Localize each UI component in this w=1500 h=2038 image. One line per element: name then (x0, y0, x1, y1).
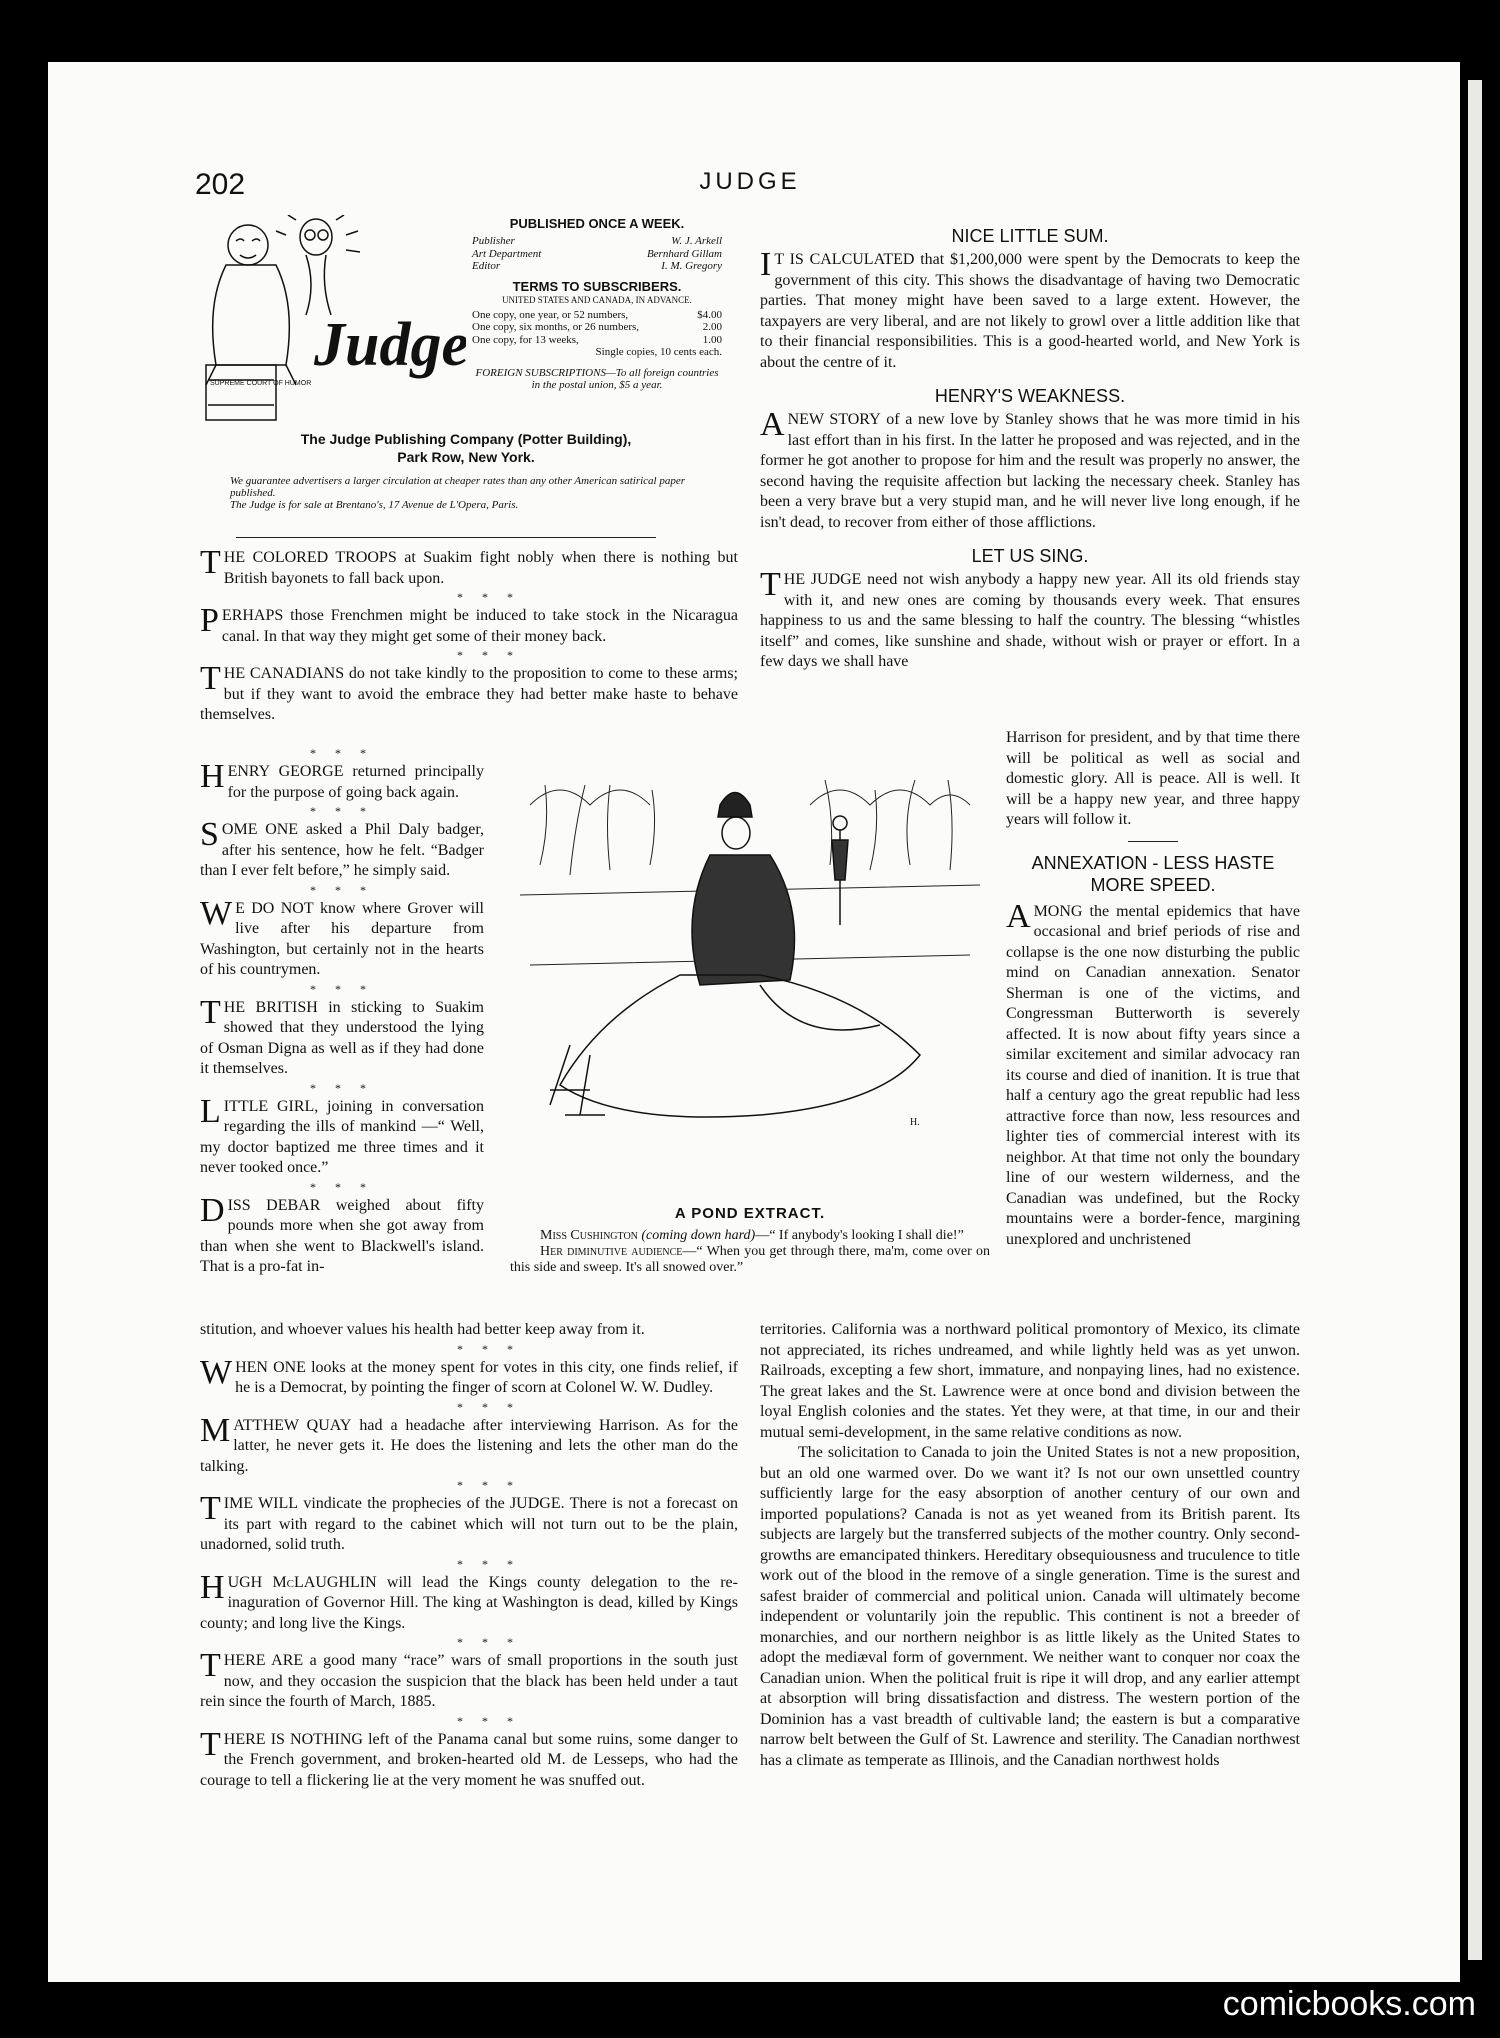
separator-stars: * * * (310, 882, 374, 897)
paragraph-time (200, 1490, 739, 1556)
publication-info (472, 216, 722, 391)
paragraph-text: do not take kindly to the proposition to come to these arms; but if they want to avoid the embrace they had better make haste to behave themselves. (200, 665, 738, 723)
paragraph-panama (200, 1725, 739, 1792)
paragraph-votes (200, 1353, 739, 1399)
paragraph-text: joining in conversation regarding the ills of mankind —“ Well, my doctor baptized me three times and it never tooked once.” (200, 1097, 484, 1176)
lead-in: ERHAPS (221, 607, 284, 624)
staff-role: Publisher (472, 235, 515, 247)
paragraph-nice (760, 246, 1300, 373)
masthead-title: JUDGE (699, 168, 801, 195)
paragraph-canadians (200, 660, 738, 726)
lead-in: ATTHEW QUAY (233, 1416, 352, 1434)
paragraph-sing-cont: Harrison for president, and by that time there will be political as well as social and domestic glory. All is peace. All is well. It will be a happy new year, and three happy years will follow it. (1006, 729, 1300, 828)
left-narrow-items (200, 745, 484, 1278)
right-column-bottom (760, 1320, 1300, 1771)
paragraph-text: need not wish anybody a happy new year. All its old friends stay with it, and new ones are coming by thousands every week. That ensures happiness to us and the same blessing to half the country. The blessing “whistles itself” and comes, like sunshine and shade, without wish or prayer or effort. In a few days we shall have (760, 571, 1300, 670)
paragraph-little-girl (200, 1092, 484, 1179)
drop-cap: T (200, 993, 221, 1031)
guarantee-text: We guarantee advertisers a larger circulation at cheaper rates than any other American satirical paper published. (230, 475, 686, 499)
lead-in: HE BRITISH (223, 998, 318, 1016)
drop-cap: T (760, 566, 781, 603)
heading-nice-little-sum: NICE LITTLE SUM. (951, 226, 1109, 246)
logo-box-label: SUPREME COURT OF HUMOR (210, 380, 312, 387)
paragraph-badger (200, 816, 485, 882)
drop-cap: T (200, 660, 221, 697)
paragraph-grover (200, 894, 484, 981)
separator-stars: * * * (457, 1713, 521, 1728)
right-column-top (760, 225, 1300, 673)
paragraph-annexation (1006, 897, 1300, 1251)
lead-in: UGH McLAUGHLIN (227, 1573, 377, 1591)
pond-quote: —“ When you get through there, ma'm, come over on this side and sweep. It's all snowed over.” (510, 1244, 991, 1275)
lead-in: OME ONE (221, 821, 299, 838)
speaker-name: Miss Cushington (540, 1228, 638, 1243)
paragraph-text: returned principally for the purpose of going back again. (227, 763, 484, 801)
divider (1128, 841, 1178, 842)
paragraph-debar-cont: stitution, and whoever values his health had better keep away from it. (200, 1321, 645, 1338)
heading-annexation: ANNEXATION - LESS HASTE MORE SPEED. (1031, 852, 1275, 895)
drop-cap: A (1006, 897, 1031, 935)
rate-label: One copy, for 13 weeks, (472, 333, 579, 346)
drop-cap: W (200, 1353, 233, 1391)
drop-cap: L (200, 1092, 221, 1130)
sale-note: The Judge is for sale at Brentano's, 17 Avenue de L'Opera, Paris. (230, 499, 519, 511)
rate-price: 1.00 (702, 333, 722, 346)
speaker-name: Her diminutive audience (540, 1244, 683, 1259)
published-once: PUBLISHED ONCE A WEEK. (509, 216, 685, 231)
paragraph-text: had a headache after interviewing Harrison. As for the latter, he never gets it. He does the listening and lets the other man do the talking. (200, 1416, 739, 1475)
drop-cap: I (760, 246, 772, 283)
lead-in: HEN ONE (235, 1358, 306, 1376)
page-number: 202 (195, 168, 246, 201)
paragraph-text: left of the Panama canal but some ruins, some danger to the French government, and broken-hearted old M. de Lesseps, who had the courage to tell a flickering lie at the very moment he was snuffed out. (200, 1730, 739, 1789)
paragraph-sing (760, 566, 1300, 673)
pond-caption (510, 1205, 990, 1276)
separator-stars: * * * (457, 1556, 521, 1571)
paragraph-british (200, 993, 484, 1080)
company-address: Park Row, New York. (397, 449, 535, 465)
staff-row (472, 260, 722, 273)
lead-in: E DO NOT (235, 899, 314, 917)
drop-cap: T (200, 1647, 221, 1684)
pond-line-2 (510, 1244, 990, 1276)
logo-judge-text: Judge (314, 311, 466, 379)
paragraph-text: looks at the money spent for votes in this city, one finds relief, if he is a Democrat, by pointing the finger of scorn at Colonel W. W. Dudley. (235, 1358, 739, 1396)
paragraph-text: that $1,200,000 were spent by the Democrats to keep the government of this city. This shows the disadvantage of having two Democratic parties. That money might have been saved to a large extent. However, the taxpayers are very liberal, and are not likely to growl over a little addition like that to their financial responsibilities. This is a good-hearted world, and New York is about the centre of it. (760, 251, 1300, 371)
paragraph-text: a good many “race” wars of small proportions in the south just now, and they occasion the suspicion that the black has been held under a taut rein since the fourth of March, 1885. (200, 1652, 738, 1710)
left-top-items (200, 544, 738, 726)
judge-logo-art (196, 215, 466, 430)
lead-in: MONG (1033, 902, 1083, 920)
rate-price: 2.00 (702, 321, 722, 333)
paragraph-debar (200, 1191, 484, 1278)
single-copies: Single copies, 10 cents each. (595, 346, 722, 358)
lead-in: ISS DEBAR (227, 1196, 321, 1214)
staff-name: Bernhard Gillam (646, 247, 722, 260)
drop-cap: T (200, 1490, 221, 1527)
rate-label: One copy, one year, or 52 numbers, (472, 308, 629, 321)
rate-label: One copy, six months, or 26 numbers, (472, 321, 640, 333)
rate-list (472, 309, 722, 347)
paragraph-text: vindicate the prophecies of the JUDGE. There is not a forecast on its part with regard to the cabinet which will not turn out to be the plain, unadorned, solid truth. (200, 1495, 739, 1553)
drop-cap: A (760, 406, 785, 443)
paragraph-annexation-cont: territories. California was a northward political promontory of Mexico, its climate not appreciated, its riches undreamed, and while lightly held was as yet unwon. Railroads, excepting a few short, immature, and nonpaying lines, had no existence. The great lakes and the St. Lawrence were at once bond and division between the loyal English colonies and the states. Yet they were, at that time, in our and their mutual semi-development, in the same relative conditions as now. (760, 1321, 1300, 1441)
rate-row (472, 334, 722, 347)
drop-cap: H (200, 758, 225, 795)
drop-cap: H (200, 1568, 225, 1606)
paragraph-george (200, 758, 484, 803)
paragraph-text: will lead the Kings county delegation to the re-inaguration of Governor Hill. The king at Washington is dead, killed by Kings county; and long live the Kings. (200, 1573, 738, 1632)
separator-stars: * * * (457, 648, 521, 662)
terms-title: TERMS TO SUBSCRIBERS. (512, 278, 682, 294)
lead-in: IME WILL (223, 1495, 299, 1512)
paragraph-quay (200, 1411, 739, 1478)
pond-quote: —“ If anybody's looking I shall die!” (755, 1228, 964, 1243)
lead-in: ENRY GEORGE (227, 763, 344, 780)
paragraph-race-wars (200, 1647, 738, 1713)
left-bottom-items (200, 1320, 738, 1791)
stage-direction: (coming down hard) (641, 1228, 756, 1243)
lead-in: HERE IS NOTHING (223, 1730, 363, 1748)
separator-stars: * * * (457, 1635, 521, 1649)
separator-stars: * * * (457, 590, 521, 604)
paragraph-text: weighed about fifty pounds more when she got away from than when she went to Blackwell's island. That is a pro-fat in- (200, 1196, 484, 1275)
drop-cap: W (200, 894, 233, 932)
drop-cap: S (200, 816, 219, 853)
paragraph-text: of a new love by Stanley shows that he was more timid in his last effort than in his first. In the latter he proposed and was rejected, and in the former he got another to propose for him and the result was properly no answer, the second having the requisite affection but lacking the necessary cheek. Stanley has been a very brave but a very stupid man, and he will never live long enough, if he isn't dead, to recover from either of those afflictions. (760, 411, 1301, 531)
pond-extract-illustration (510, 745, 990, 1195)
paragraph-frenchmen (200, 602, 738, 647)
separator-stars: * * * (457, 1341, 521, 1356)
rate-price: $4.00 (697, 308, 722, 321)
rate-row (472, 309, 722, 322)
paragraph-troops (200, 544, 738, 589)
pond-drawing (510, 745, 990, 1195)
paragraph-henry (760, 406, 1301, 533)
drop-cap: D (200, 1191, 225, 1229)
lead-in: NEW STORY (787, 411, 881, 428)
staff-role: Art Department (472, 247, 542, 260)
separator-stars: * * * (457, 1399, 521, 1414)
company-name: The Judge Publishing Company (Potter Building), (300, 431, 632, 447)
judge-logo-illustration (196, 215, 466, 430)
heading-let-us-sing: LET US SING. (971, 546, 1089, 566)
staff-list (472, 235, 722, 273)
lead-in: ITTLE GIRL, (223, 1097, 319, 1115)
staff-name: W. J. Arkell (671, 235, 722, 247)
staff-row (472, 235, 722, 248)
guarantee-note (230, 475, 700, 511)
drop-cap: T (200, 1725, 221, 1763)
lead-in: T IS CALCULATED (774, 251, 915, 268)
next-page-edge (1468, 80, 1482, 1960)
separator-stars: * * * (457, 1478, 521, 1492)
pond-signature: H. (910, 1117, 920, 1128)
staff-name: I. M. Gregory (661, 260, 722, 272)
terms-sub: UNITED STATES AND CANADA, IN ADVANCE. (502, 294, 692, 305)
separator-stars: * * * (310, 981, 374, 996)
rate-row (472, 321, 722, 334)
paragraph-text: those Frenchmen might be induced to take stock in the Nicaragua canal. In that way they might get some of their money back. (221, 607, 738, 645)
paragraph-mclaughlin (200, 1568, 738, 1635)
foreign-subscriptions: FOREIGN SUBSCRIPTIONS—To all foreign countries in the postal union, $5 a year. (475, 366, 719, 391)
lead-in: HE JUDGE (783, 571, 862, 588)
publisher-block (196, 430, 736, 466)
drop-cap: T (200, 544, 221, 581)
paragraph-text: in sticking to Suakim showed that they understood the lying of Osman Digna as well as if they had done it themselves. (200, 998, 484, 1077)
paragraph-text: the mental epidemics that have occasional and brief periods of rise and collapse is the one now disturbing the public mind on Canadian annexation. Senator Sherman is one of the victims, and Congressman Butterworth is severely affected. It is now about fifty years since a similar excitement and similar advocacy ran its course and died of inanition. It is true that half a century ago the great republic had less attractive force than now, less resources and lighter ties of commercial interest with its neighbor. At that time not only the boundary line of our western wilderness, and the Canadian was undefined, but the Rocky mountains were a border-fence, margining unexplored and unchristened (1006, 902, 1300, 1248)
paragraph-text: at Suakim fight nobly when there is nothing but British bayonets to fall back upon. (223, 549, 738, 587)
paragraph-text: asked a Phil Daly badger, after his sentence, how he felt. “Badger than I ever felt before,” he simply said. (200, 821, 485, 879)
pond-title: A POND EXTRACT. (674, 1205, 826, 1222)
lead-in: HE CANADIANS (223, 665, 345, 682)
divider (236, 537, 656, 538)
site-watermark: comicbooks.com (1222, 1985, 1476, 2023)
separator-stars: * * * (310, 804, 374, 818)
right-narrow-column (1006, 728, 1300, 1250)
drop-cap: M (200, 1411, 231, 1449)
separator-stars: * * * (310, 1179, 374, 1194)
staff-role: Editor (472, 260, 501, 272)
lead-in: HE COLORED TROOPS (223, 549, 397, 566)
heading-henrys-weakness: HENRY'S WEAKNESS. (934, 386, 1126, 406)
pond-line-1 (510, 1228, 990, 1244)
separator-stars: * * * (310, 746, 374, 760)
drop-cap: P (200, 602, 219, 639)
lead-in: HERE ARE (223, 1652, 304, 1669)
separator-stars: * * * (310, 1080, 374, 1095)
paragraph-text: know where Grover will live after his departure from Washington, but certainly not in the hearts of his countrymen. (200, 899, 484, 978)
paragraph-annexation-2: The solicitation to Canada to join the United States is not a new proposition, but an old one warmed over. Do we want it? Is not our own unsettled country sufficiently large for the easy absorption of another century of our own and imported populations? Canada is not as yet weaned from its British parent. Its subjects are largely but the transferred subjects of the mother country. Only second-growths are emancipated thinkers. Hereditary obsequiousness and truculence to title work out of the blood in the remove of a single generation. Time is the surest and safest braider of commercial and political union. Canada will ultimately become independent or voluntarily join the republic. This continent is not a breeder of monarchies, and our northern neighbor is as little likely as the United States to adopt the mediæval form of government. We neither want to conquer nor coax the Canadian union. When the political fruit is ripe it will drop, and any earlier attempt at absorption will bring dissatisfaction and distress. The western portion of the Dominion has a vast breadth of cultivable land; the eastern is but a comparative narrow belt between the Gulf of St. Lawrence and sterility. The Canadian northwest has a climate as temperate as Illinois, and the Canadian northwest holds (760, 1444, 1300, 1769)
staff-row (472, 248, 722, 261)
